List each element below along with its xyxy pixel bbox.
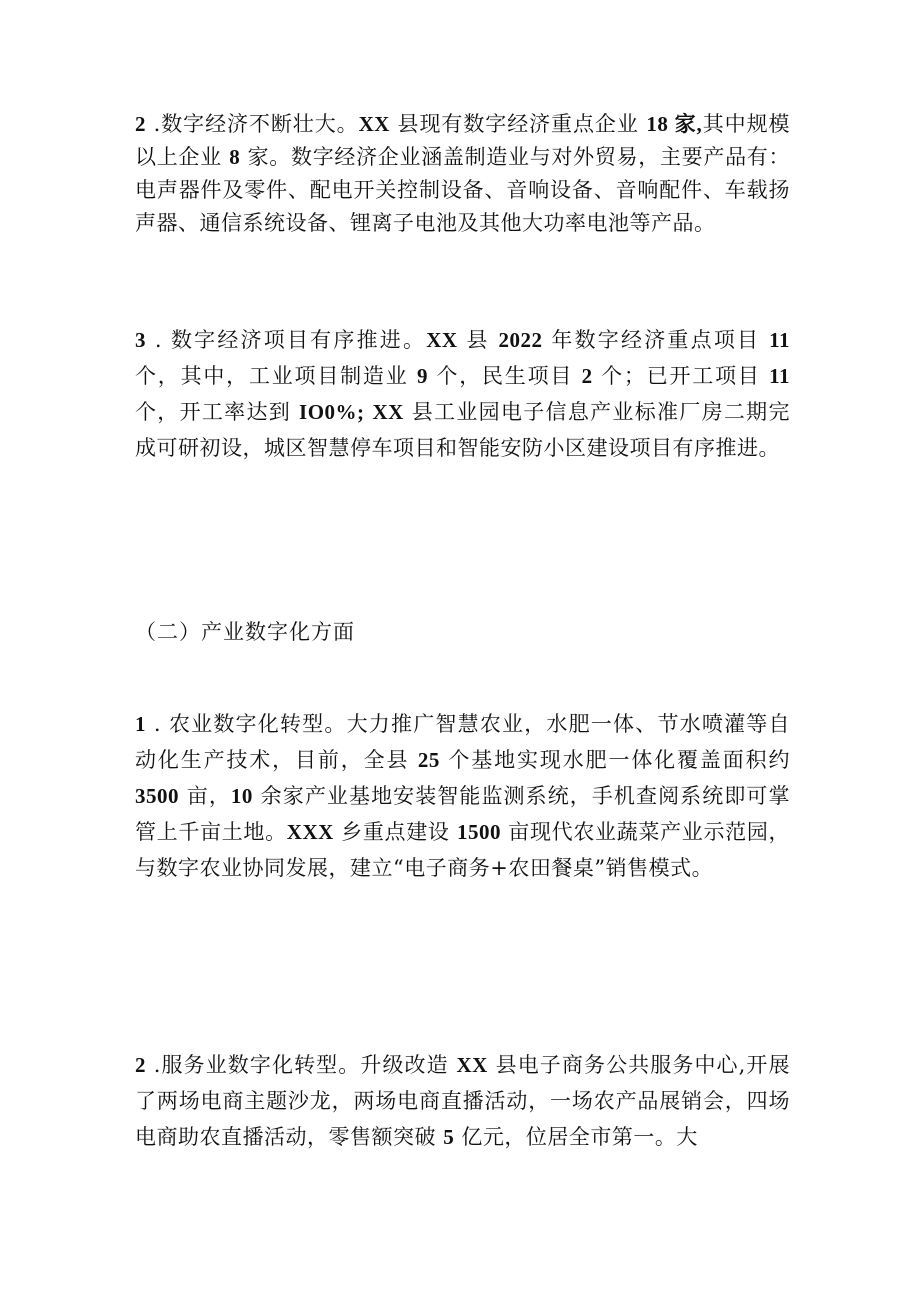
bold-text: XX [358, 112, 390, 136]
paragraph-text: 家。数字经济企业涵盖制造业与对外贸易，主要产品有：电声器件及零件、配电开关控制设备、音响设备、音响配件、车载扬声器、通信系统设备、锂离子电池及其他大功率电池等产品。 [135, 145, 790, 235]
paragraph-text: 其中规模以上企业 [135, 112, 791, 169]
list-number: 2 [135, 1053, 146, 1077]
list-number: 1 [135, 712, 146, 736]
paragraph-text: 余家产业基地安装智能监测系统，手机查阅系统即可掌管上千亩土地。 [135, 784, 790, 844]
bold-text: XX [426, 328, 458, 352]
section-heading: （二）产业数字化方面 [135, 620, 355, 644]
list-number: 3 [135, 328, 146, 352]
bold-number: 1500 [456, 820, 501, 844]
paragraph-text: 乡重点建设 [333, 820, 457, 844]
paragraph-text: 县工业园电子信息产业标准厂房二期完成可研初设，城区智慧停车项目和智能安防小区建设项目有序推进。 [135, 400, 790, 460]
paragraph-text: 个，其中，工业项目制造业 [135, 364, 417, 388]
bold-number: 5 [443, 1125, 455, 1149]
paragraph-digital-projects [135, 322, 790, 466]
paragraph-text: 县 [457, 328, 499, 352]
paragraph-text: 亩现代农业蔬菜产业示范园，与数字农业协同发展，建立“电子商务+农田餐桌”销售模式。 [135, 820, 790, 880]
bold-number: 3500 [135, 784, 179, 808]
paragraph-text: 亩， [179, 784, 231, 808]
paragraph-digital-economy-growth [135, 108, 790, 240]
bold-text: 家, [668, 112, 703, 136]
paragraph-text: .服务业数字化转型。升级改造 [146, 1053, 457, 1077]
paragraph-text: . 农业数字化转型。大力推广智慧农业，水肥一体、节水喷灌等自动化生产技术，目前，全县 [135, 712, 790, 772]
bold-text: XXX [286, 820, 334, 844]
paragraph-text: 县电子商务公共服务中心,开展了两场电商主题沙龙，两场电商直播活动，一场农产品展销会，四场电商助农直播活动，零售额突破 [135, 1053, 790, 1149]
bold-number: 2 [581, 364, 593, 388]
bold-number: IO0%; [299, 400, 365, 424]
paragraph-text: 个，民生项目 [427, 364, 582, 388]
paragraph-text: .数字经济不断壮大。 [146, 112, 359, 136]
paragraph-text: 县现有数字经济重点企业 [389, 112, 647, 136]
bold-number: 25 [417, 748, 440, 772]
paragraph-text: . 数字经济项目有序推进。 [146, 328, 427, 352]
bold-number: 9 [416, 364, 428, 388]
paragraph-text: 个基地实现水肥一体化覆盖面积约 [439, 748, 790, 772]
bold-number: 18 [646, 112, 669, 136]
bold-number: 11 [769, 328, 790, 352]
paragraph-agriculture-digitalization [135, 706, 790, 886]
bold-number: 2022 [498, 328, 543, 352]
bold-text: XX [456, 1053, 488, 1077]
paragraph-text: 个；已开工项目 [592, 364, 770, 388]
list-number: 2 [135, 112, 146, 136]
paragraph-text: 年数字经济重点项目 [542, 328, 770, 352]
bold-text: XX [372, 400, 404, 424]
paragraph-text: 个，开工率达到 [135, 400, 300, 424]
paragraph-service-digitalization [135, 1047, 790, 1155]
bold-number: 8 [229, 145, 241, 169]
bold-number: 10 [230, 784, 253, 808]
paragraph-text: 亿元，位居全市第一。大 [454, 1125, 698, 1149]
bold-number: 11 [769, 364, 790, 388]
